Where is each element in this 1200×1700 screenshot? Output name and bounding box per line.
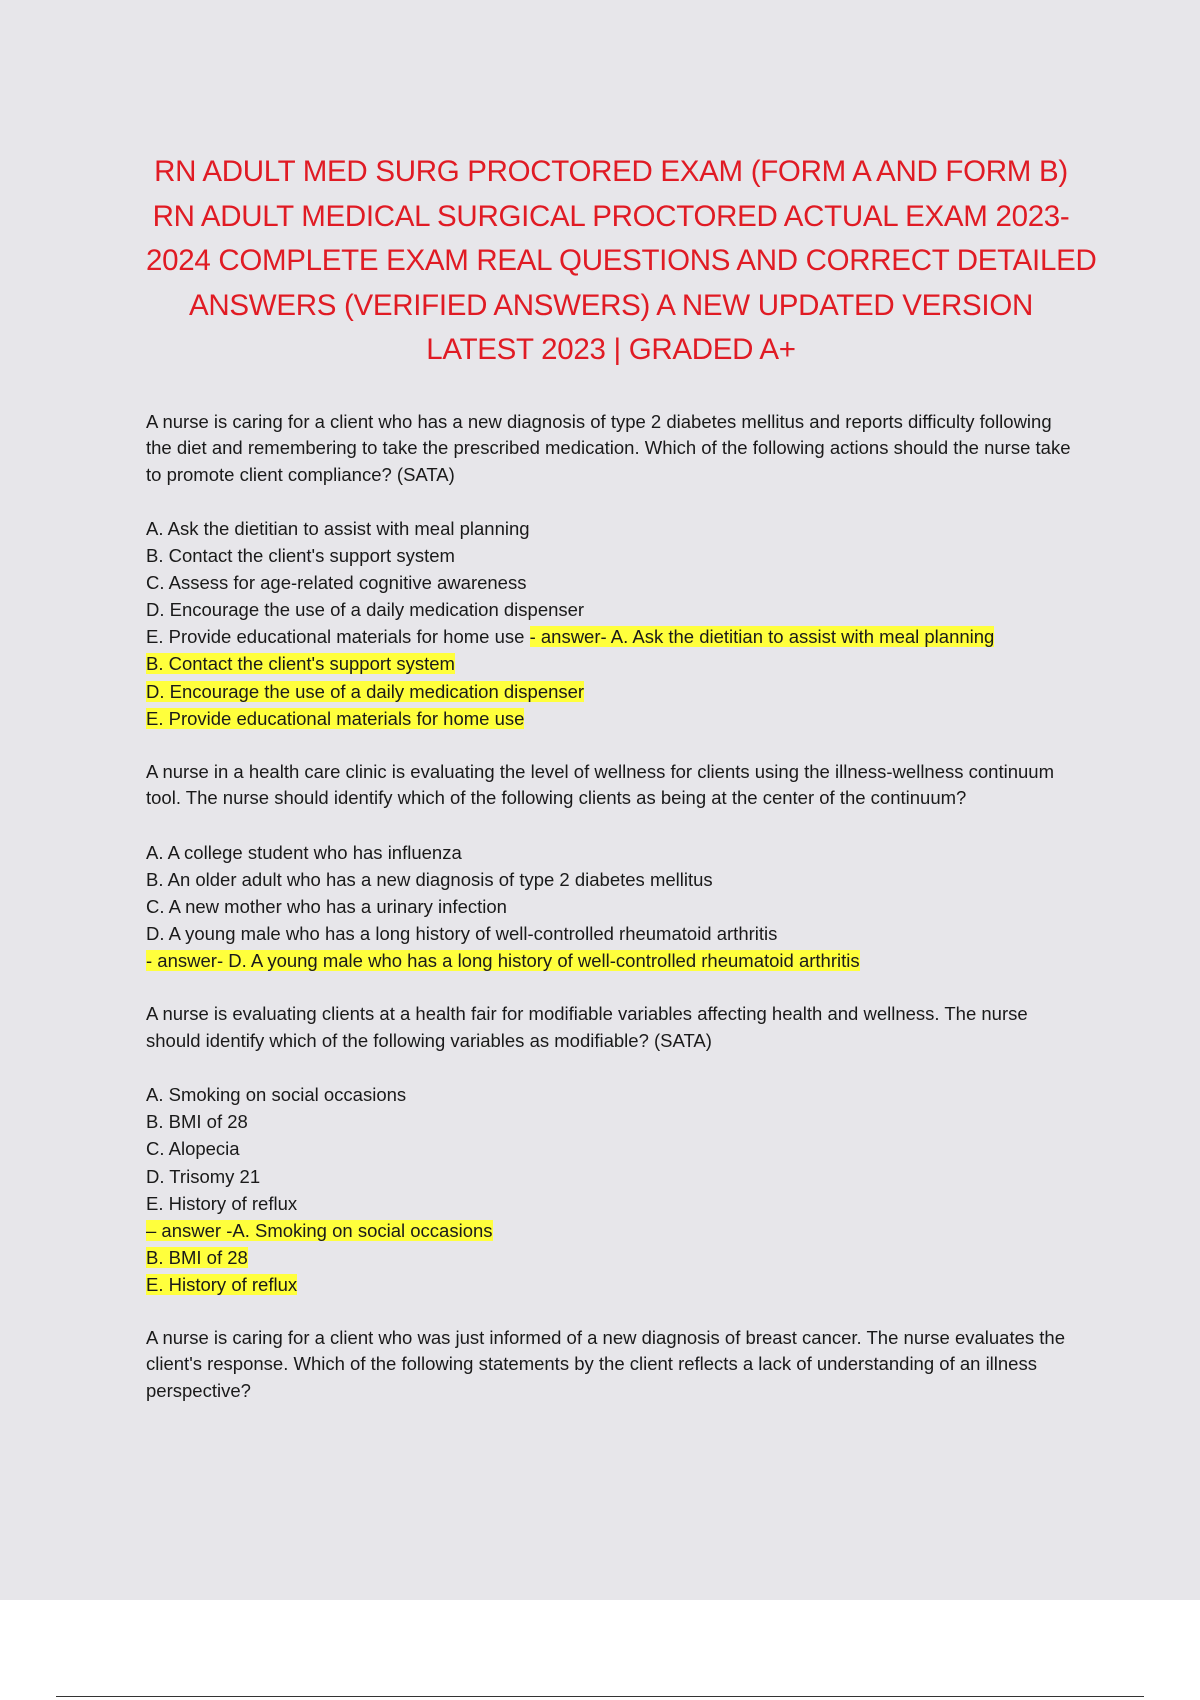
answer-option: C. Assess for age-related cognitive awareness [146, 572, 527, 594]
title-line: LATEST 2023 | GRADED A+ [426, 333, 796, 366]
footer-divider [56, 1696, 1144, 1697]
question-4 [146, 1325, 1076, 1405]
answer-option-with-answer [146, 623, 1076, 650]
answer-option: C. Alopecia [146, 1138, 240, 1160]
answer-line [146, 947, 1076, 974]
document-content [146, 150, 1097, 1431]
question-3 [146, 1001, 1076, 1298]
title-line: ANSWERS (VERIFIED ANSWERS) A NEW UPDATED VERSION [189, 288, 1033, 322]
highlighted-answer: E. Provide educational materials for home use [146, 707, 525, 729]
highlighted-answer: - answer- D. A young male who has a long history of well-controlled rheumatoid arthritis [146, 950, 860, 972]
answer-option: B. Contact the client's support system [146, 545, 455, 567]
question-stem: A nurse is evaluating clients at a health fair for modifiable variables affecting health and wellness. The nurse should identify which of the following variables as modifiable? (SATA) [146, 1003, 1028, 1051]
answer-line [146, 1217, 1076, 1244]
answer-option: C. A new mother who has a urinary infection [146, 895, 507, 917]
document-title [146, 150, 1097, 373]
answer-line [146, 650, 1076, 677]
highlighted-answer: B. Contact the client's support system [146, 653, 455, 675]
question-stem: A nurse is caring for a client who was just informed of a new diagnosis of breast cancer. The nurse evaluates the client's response. Which of the following statements by the client reflects a lack of understanding of an illness perspective? [146, 1326, 1065, 1401]
answer-line [146, 1244, 1076, 1271]
answer-line [146, 678, 1076, 705]
question-1 [146, 409, 1076, 732]
highlighted-answer: – answer -A. Smoking on social occasions [146, 1219, 493, 1241]
answer-option: D. Trisomy 21 [146, 1165, 261, 1187]
highlighted-answer: D. Encourage the use of a daily medication dispenser [146, 680, 585, 702]
title-line: 2024 COMPLETE EXAM REAL QUESTIONS AND CORRECT DETAILED [146, 244, 1097, 277]
answer-line [146, 1271, 1076, 1298]
answer-option: B. BMI of 28 [146, 1111, 248, 1133]
answer-option: E. History of reflux [146, 1192, 298, 1214]
answer-option: E. Provide educational materials for home use [146, 626, 530, 648]
answer-option: D. A young male who has a long history of well-controlled rheumatoid arthritis [146, 923, 778, 945]
title-line: RN ADULT MEDICAL SURGICAL PROCTORED ACTUAL EXAM 2023- [152, 199, 1070, 233]
highlighted-answer: E. History of reflux [146, 1273, 298, 1295]
question-2 [146, 759, 1076, 974]
highlighted-answer: - answer- A. Ask the dietitian to assist with meal planning [529, 626, 995, 648]
answer-option: A. Smoking on social occasions [146, 1084, 407, 1106]
question-stem: A nurse in a health care clinic is evaluating the level of wellness for clients using the illness-wellness continuum tool. The nurse should identify which of the following clients as being at the center of the continuum? [146, 760, 1054, 809]
question-stem: A nurse is caring for a client who has a new diagnosis of type 2 diabetes mellitus and reports difficulty following the diet and remembering to take the prescribed medication. Which of the following actions should the nurse take to promote client compliance? (SATA) [146, 410, 1071, 485]
answer-option: A. A college student who has influenza [146, 841, 462, 863]
answer-option: A. Ask the dietitian to assist with meal planning [146, 518, 530, 539]
highlighted-answer: B. BMI of 28 [146, 1246, 248, 1268]
answer-line [146, 705, 1076, 732]
answer-option: D. Encourage the use of a daily medication dispenser [146, 599, 585, 621]
title-line: RN ADULT MED SURG PROCTORED EXAM (FORM A AND FORM B) [154, 155, 1068, 188]
answer-option: B. An older adult who has a new diagnosis of type 2 diabetes mellitus [146, 868, 713, 890]
